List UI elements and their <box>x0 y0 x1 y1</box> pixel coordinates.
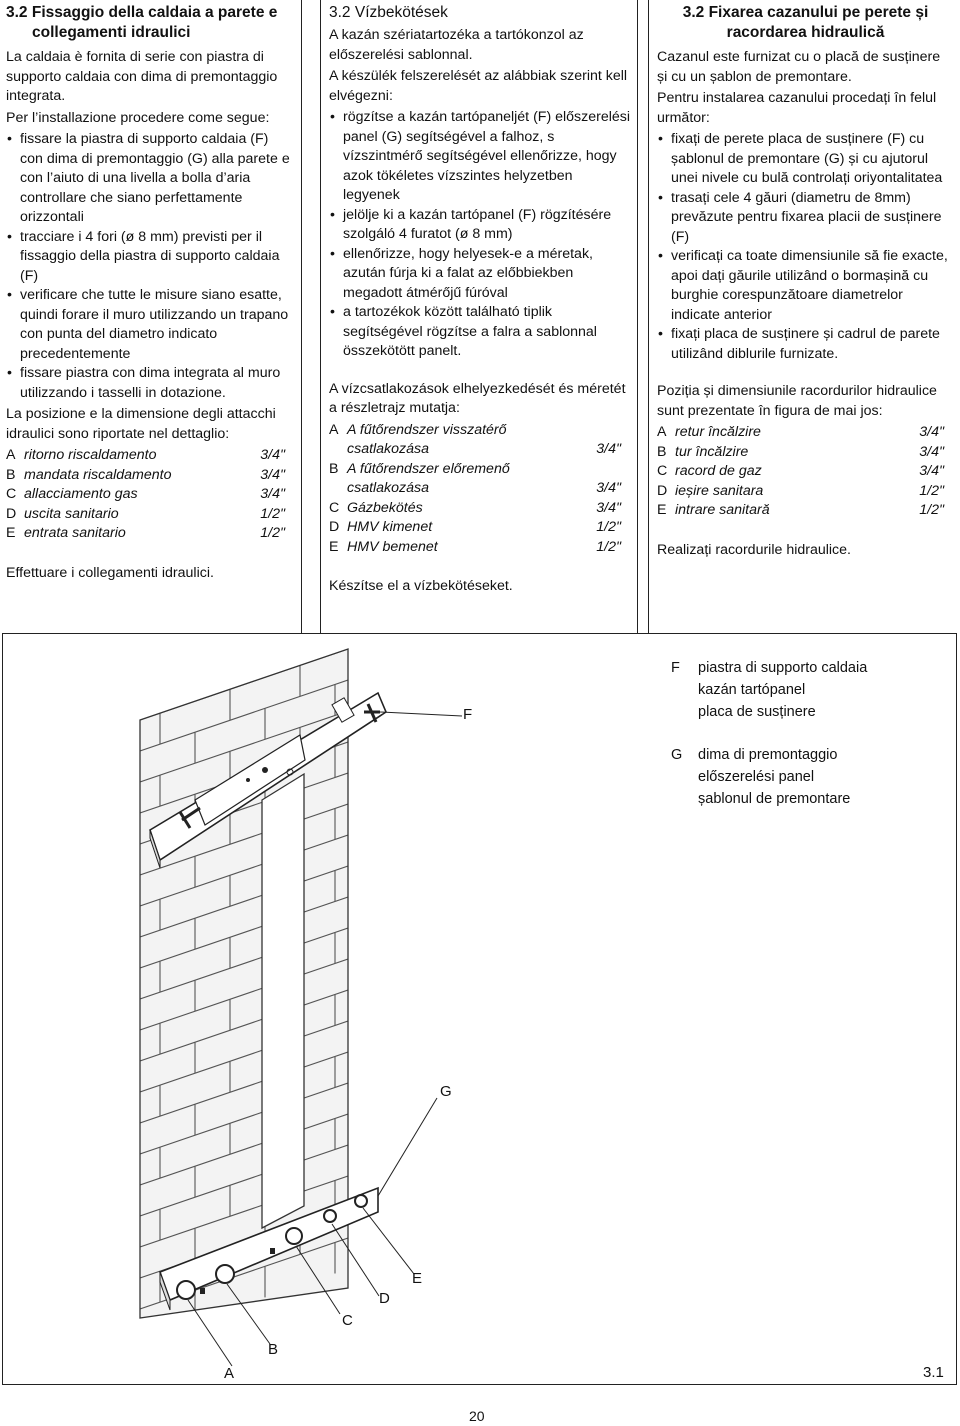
page-number: 20 <box>469 1408 485 1424</box>
list-item: • a tartozékok között található tiplik segítségével rögzítse a falra a sablonnal összekötött panelt. <box>329 303 631 362</box>
list-item: D uscita sanitario 1/2" <box>6 505 285 522</box>
list-item: E intrare sanitară 1/2" <box>657 502 944 518</box>
list-item: B tur încălzire 3/4" <box>657 443 944 460</box>
procedure-lead: Pentru instalarea cazanului procedați în felul următor: <box>657 90 937 126</box>
figure-legend <box>671 657 867 810</box>
list-item: E HMV bemenet 1/2" <box>329 538 621 555</box>
list-item: • fissare piastra con dima integrata al muro utilizzando i tasselli in dotazione. <box>6 364 295 403</box>
list-item: • jelölje ki a kazán tartópanel (F) rögzítésére szolgáló 4 furatot (ø 8 mm) <box>329 206 631 245</box>
list-item: • verificați ca toate dimensiunile să fie exacte, apoi dați găurile utilizând o bormașină cu burghie corespunzătoare diametrelor indicate anterior <box>657 247 954 325</box>
list-item: csatlakozása 3/4" <box>347 441 621 457</box>
figure-number: 3.1 <box>923 1364 944 1381</box>
callout-b: B <box>268 1341 279 1358</box>
connections-lead: Poziția și dimensiunile racordurilor hidraulice sunt prezentate în figura de mai jos: <box>657 383 937 419</box>
list-item: E entrata sanitario 1/2" <box>6 525 285 541</box>
callout-f: F <box>463 706 473 723</box>
legend-entry-f: F piastra di supporto caldaia kazán tartópanel placa de susținere <box>671 660 868 720</box>
list-item: csatlakozása 3/4" <box>347 480 621 496</box>
legend-entry-g: G dima di premontaggio előszerelési panel șablonul de premontare <box>671 747 851 807</box>
list-item: • trasați cele 4 găuri (diametru de 8mm) prevăzute pentru fixarea placii de susținere (F) <box>657 189 954 248</box>
callout-c: C <box>342 1312 353 1329</box>
intro-paragraph: Cazanul este furnizat cu o placă de susținere și cu un șablon de premontare. <box>657 49 941 85</box>
list-item: B mandata riscaldamento 3/4" <box>6 466 285 483</box>
section-title: 3.2 Vízbekötések <box>329 4 448 21</box>
list-item: • fissare la piastra di supporto caldaia (F) con dima di premontaggio (G) alla parete e con l’aiuto di una livella a bolla d’aria controllare che siano perfettamente orizzontali <box>6 130 295 228</box>
list-item: D ieșire sanitara 1/2" <box>657 482 944 499</box>
list-item: • verificare che tutte le misure siano esatte, quindi forare il muro utilizzando un trapano con punta del diametro indicato precedentemente <box>6 286 295 364</box>
callout-e: E <box>412 1270 423 1287</box>
connections-lead: La posizione e la dimensione degli attacchi idraulici sono riportate nel dettaglio: <box>6 406 276 442</box>
list-item: • fixați placa de susținere și cadrul de parete utilizând diblurile furnizate. <box>657 325 954 364</box>
intro-paragraph: A kazán szériatartozéka a tartókonzol az előszerelési sablonnal. <box>329 27 584 63</box>
callout-d: D <box>379 1290 390 1307</box>
list-item: A ritorno riscaldamento 3/4" <box>6 447 285 463</box>
list-item: A retur încălzire 3/4" <box>657 424 944 440</box>
list-item: A A fűtőrendszer visszatérő <box>329 421 507 438</box>
list-item: • rögzítse a kazán tartópaneljét (F) előszerelési panel (G) segítségével a falhoz, s vízszintmérő segítségével ellenőrizze, hogy azok tökéletes vízszintes helyzetben legyenek <box>329 108 631 206</box>
list-item: • fixați de perete placa de susținere (F) cu șablonul de premontare (G) și cu ajutorul unei nivele cu bulă controlați oriyontalitatea <box>657 130 954 189</box>
procedure-lead: Per l’installazione procedere come segue: <box>6 109 270 126</box>
list-item: C allacciamento gas 3/4" <box>6 486 285 502</box>
list-item: B A fűtőrendszer előremenő <box>329 460 510 477</box>
connections-lead: A vízcsatlakozások elhelyezkedését és méretét a részletrajz mutatja: <box>329 380 626 416</box>
list-item: C racord de gaz 3/4" <box>657 463 944 479</box>
callout-g: G <box>440 1083 452 1100</box>
callout-a: A <box>224 1365 235 1382</box>
closing-sentence: Effettuare i collegamenti idraulici. <box>6 564 214 581</box>
closing-sentence: Készítse el a vízbekötéseket. <box>329 578 513 594</box>
list-item: • tracciare i 4 fori (ø 8 mm) previsti per il fissaggio della piastra di supporto caldaia (F) <box>6 228 295 287</box>
section-title: 3.2 Fissaggio della caldaia a parete e collegamenti idraulici <box>6 4 278 41</box>
procedure-lead: A készülék felszerelését az alábbiak szerint kell elvégezni: <box>329 68 628 104</box>
list-item: D HMV kimenet 1/2" <box>329 519 621 535</box>
closing-sentence: Realizați racordurile hidraulice. <box>657 541 851 558</box>
list-item: • ellenőrizze, hogy helyesek-e a méretak, azután fúrja ki a falat az előbbiekben megadott átmérőjű fúróval <box>329 245 631 304</box>
list-item: C Gázbekötés 3/4" <box>329 499 621 516</box>
section-title: 3.2 Fixarea cazanului pe perete și racordarea hidraulică <box>682 4 929 41</box>
intro-paragraph: La caldaia è fornita di serie con piastra di supporto caldaia con dima di premontaggio integrata. <box>6 49 278 104</box>
